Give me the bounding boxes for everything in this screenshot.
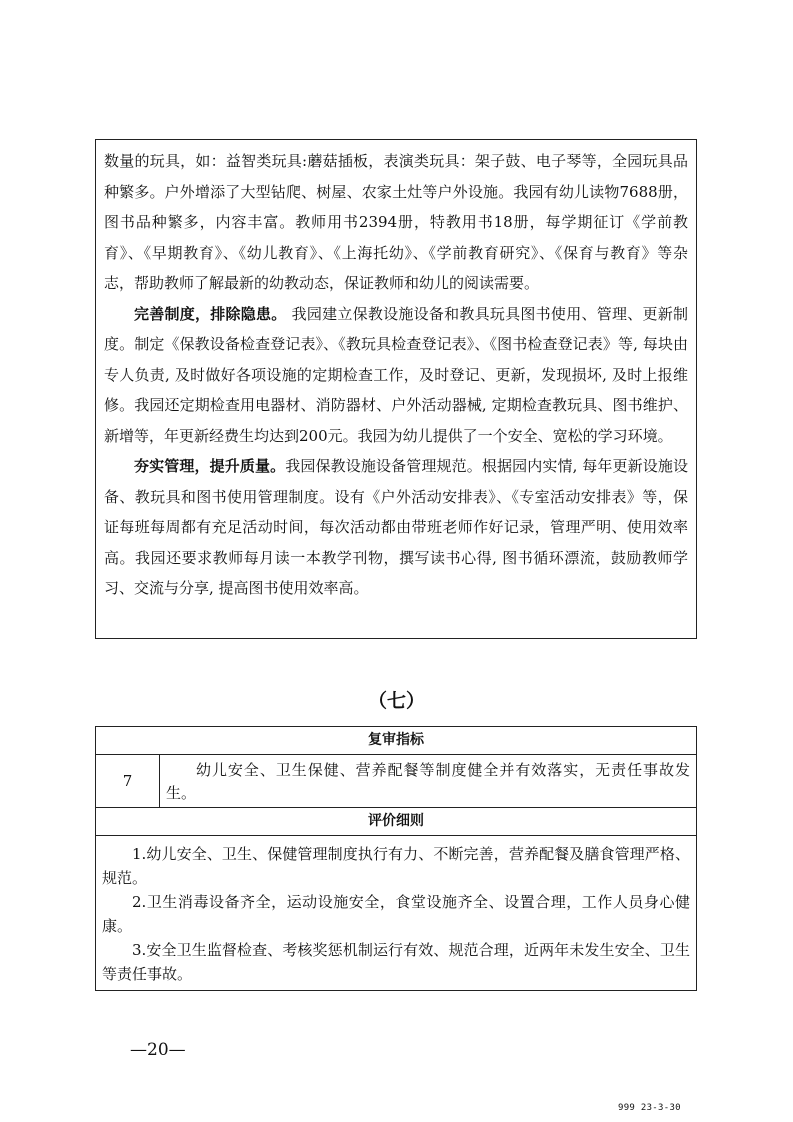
details-body [96,836,696,990]
print-stamp: 999 23-3-30 [618,1103,681,1113]
section-title: （七） [367,690,425,712]
continued-text-box [95,139,697,639]
paragraph-resources: 数量的玩具，如：益智类玩具:蘑菇插板，表演类玩具：架子鼓、电子琴等，全园玩具品种繁多。户外增添了大型钻爬、树屋、农家土灶等户外设施。我园有幼儿读物7688册，图书品种繁多，内容丰富。教师用书2394册，特教用书18册，每学期征订《学前教育》、《早期教育》、《幼儿教育》、《上海托幼》、《学前教育研究》、《保育与教育》等杂志，帮助教师了解最新的幼教动态，保证教师和幼儿的阅读需要。 [104,152,688,292]
indicator-text: 幼儿安全、卫生保健、营养配餐等制度健全并有效落实，无责任事故发生。 [166,761,690,802]
detail-item: 3.安全卫生监督检查、考核奖惩机制运行有效、规范合理，近两年未发生安全、卫生等责任事故。 [102,941,690,983]
paragraph-management [104,451,688,604]
indicator-number: 7 [96,755,160,807]
paragraph-heading: 夯实管理，提升质量。 [134,457,286,475]
detail-item: 1.幼儿安全、卫生、保健管理制度执行有力、不断完善，营养配餐及膳食管理严格、规范。 [102,845,690,887]
review-table [95,726,697,991]
paragraph-heading: 完善制度，排除隐患。 [134,304,287,323]
details-header: 评价细则 [96,808,696,836]
paragraph-body: 我园建立保教设施设备和教具玩具图书使用、管理、更新制度。制定《保教设备检查登记表》、《教玩具检查登记表》、《图书检查登记表》等, 每块由专人负责, 及时做好各项设施的定期检查工作，及时登记、更新，发现损坏, 及时上报维修。我园还定期检查用电器材、消防器材、户外活动器械, 定期检查教玩具、图书维护、新增等，年更新经费生均达到200元。我园为幼儿提供了一个安全、宽松的学习环境。 [104,304,688,445]
detail-item: 2.卫生消毒设备齐全，运动设施安全，食堂设施齐全、设置合理，工作人员身心健康。 [102,893,690,935]
paragraph-body: 我园保教设施设备管理规范。根据园内实情, 每年更新设施设备、教玩具和图书使用管理制度。设有《户外活动安排表》、《专室活动安排表》等，保证每班每周都有充足活动时间，每次活动都由带班老师作好记录，管理严明、使用效率高。我园还要求教师每月读一本教学刊物，撰写读书心得, 图书循环漂流，鼓励教师学习、交流与分享, 提高图书使用效率高。 [104,457,688,597]
indicator-header: 复审指标 [96,727,696,755]
table-row [96,755,696,808]
page-number: —20— [130,1040,186,1060]
paragraph-system [104,299,688,452]
